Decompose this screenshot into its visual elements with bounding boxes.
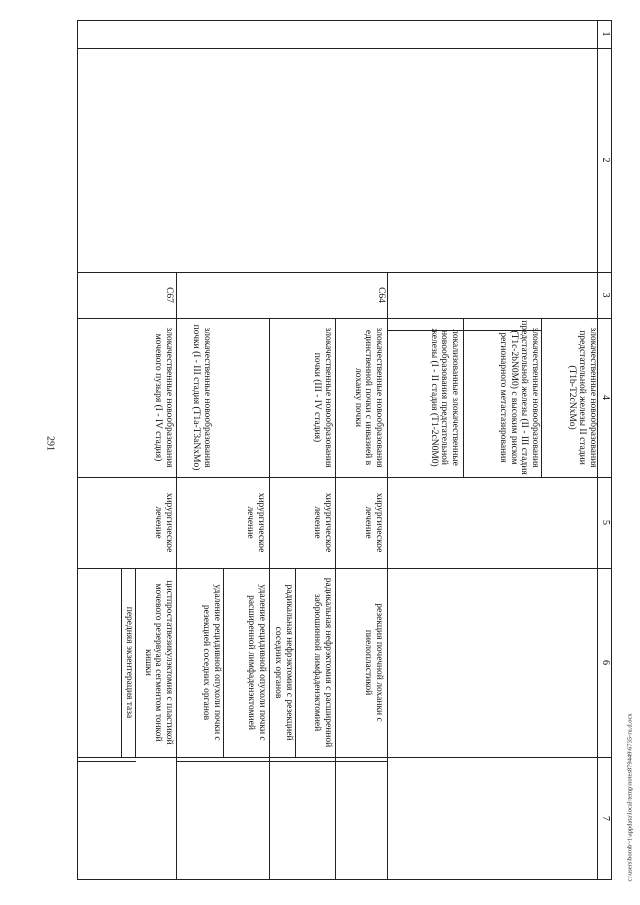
icd-code-c67: C67 [164,287,174,303]
col-divider [77,272,612,273]
diagnosis-prostate-2: злокачественные новообразования предстательной железы (II - III стадия (T1c-2bN0M0) с высоким риском регионарного метастазирования [498,320,540,475]
col-number-4: 4 [600,395,611,400]
col-number-6: 6 [600,660,611,665]
row-divider [135,568,136,757]
cell-divider [388,330,542,331]
treatment-kidney-1: хирургическое лечение [363,492,384,553]
icd-code-c64: C64 [376,287,386,303]
col-divider [77,48,612,49]
cell-divider [177,761,388,762]
row-divider [387,272,388,880]
method-bladder-2: передняя экзентерация таза [124,606,134,719]
row-divider [463,318,464,477]
col-number-2: 2 [600,157,611,163]
treatment-kidney-3: хирургическое лечение [245,492,266,553]
method-kidney-2a: радикальная нефрэктомия с расширенной забрюшинной лимфаденэктомией [312,577,333,748]
row-divider [121,568,122,757]
row-divider [269,318,270,880]
col-divider [77,568,612,569]
diagnosis-bladder: злокачественные новообразования мочевого пузыря (I - IV стадия) [153,327,174,468]
col-number-3: 3 [600,292,611,298]
col-number-7: 7 [600,816,611,821]
method-kidney-3b: удаление рецидивной опухоли почки с резекцией соседних органов [201,584,222,741]
row-divider [335,318,336,880]
col-divider [77,757,612,758]
row-divider [295,568,296,757]
cell-divider [77,761,136,762]
diagnosis-kidney-1: злокачественные новообразования единственной почки с инвазией в лоханку почки [353,327,384,468]
footer-file-path: c:\users\borob~1\appdata\local\temp\notes879449\6735-ru.d.ocx [626,713,634,882]
diagnosis-kidney-2: злокачественные новообразования почки (III - IV стадия) [312,327,333,468]
diagnosis-prostate-3: локализованные злокачественные новообразования предстательной железы (I - II стадия (T1-2cN0M0) [429,328,460,467]
col-divider [77,318,612,319]
row-divider [223,568,224,757]
method-kidney-2b: радикальная нефрэктомия с резекцией соседних органов [273,584,294,741]
treatment-bladder: хирургическое лечение [153,492,174,553]
col-number-5: 5 [600,520,611,525]
method-kidney-1: резекция почечной лоханки с пиелопластикой [363,603,384,722]
col-number-1: 1 [600,31,611,37]
method-bladder-1: цистпростатвезикулэктомия с пластикой мочевого резервуара сегментом тонкой кишки [143,580,174,745]
rotated-table [77,20,612,880]
row-divider [176,272,177,880]
page-number: 291 [44,436,56,451]
row-divider [541,318,542,477]
method-kidney-3a: удаление рецидивной опухоли почки с расширенной лимфаденэктомией [246,584,267,741]
diagnosis-prostate-1: злокачественные новообразования предстательной железы II стадии (T1b-T2cNxMo) [567,327,598,468]
treatment-kidney-2: хирургическое лечение [312,492,333,553]
col-divider [77,477,612,478]
diagnosis-kidney-3: злокачественные новообразования почки (I - III стадия (T1a-T3aNxMo) [191,324,212,471]
